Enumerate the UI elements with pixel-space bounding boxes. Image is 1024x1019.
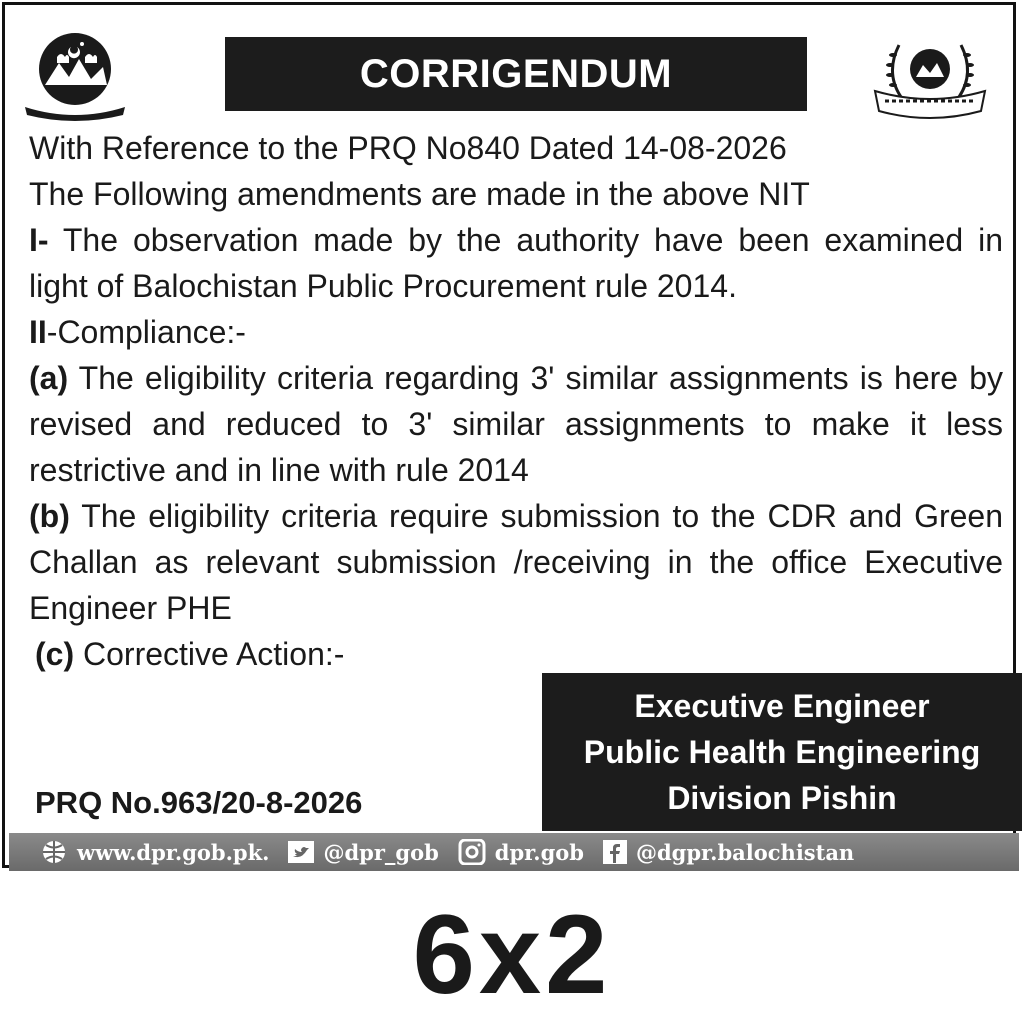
item-b-text: The eligibility criteria require submission to the CDR and Green Challan as relevant submission /receiving in the office Executive Engineer PHE bbox=[29, 498, 1003, 626]
ad-size-label: 6x2 bbox=[412, 892, 612, 1017]
item-a-text: The eligibility criteria regarding 3' similar assignments is here by revised and reduced to 3' similar assignments to make it less restrictive and in line with rule 2014 bbox=[29, 360, 1003, 488]
footer-bar bbox=[9, 833, 1019, 871]
item-a bbox=[29, 355, 1003, 493]
item-c bbox=[29, 631, 1003, 677]
dgpr-seal-logo bbox=[871, 27, 989, 123]
item-b-label: (b) bbox=[29, 498, 70, 534]
footer-instagram[interactable] bbox=[457, 839, 584, 865]
signature-division: Division Pishin bbox=[667, 780, 897, 816]
item-1-label: I- bbox=[29, 222, 49, 258]
item-a-label: (a) bbox=[29, 360, 69, 396]
item-2 bbox=[29, 309, 1003, 355]
facebook-handle: @dgpr.balochistan bbox=[636, 839, 855, 865]
twitter-icon bbox=[287, 840, 315, 864]
instagram-icon bbox=[457, 839, 487, 865]
notice-body bbox=[29, 125, 1003, 677]
signature-block bbox=[542, 673, 1022, 831]
amendments-line: The Following amendments are made in the above NIT bbox=[29, 176, 810, 212]
website-text: www.dpr.gob.pk. bbox=[77, 839, 270, 865]
item-c-label: (c) bbox=[35, 636, 75, 672]
item-1 bbox=[29, 217, 1003, 309]
footer-website[interactable] bbox=[39, 839, 269, 865]
item-2-text: -Compliance:- bbox=[46, 314, 246, 350]
balochistan-government-logo bbox=[19, 27, 131, 123]
instagram-handle: dpr.gob bbox=[494, 839, 584, 865]
prq-number: PRQ No.963/20-8-2026 bbox=[35, 785, 363, 820]
footer-facebook[interactable] bbox=[602, 839, 854, 865]
item-b bbox=[29, 493, 1003, 631]
facebook-icon bbox=[602, 839, 628, 865]
reference-line: With Reference to the PRQ No840 Dated 14-08-2026 bbox=[29, 130, 787, 166]
twitter-handle: @dpr_gob bbox=[323, 839, 439, 865]
advertisement-frame bbox=[2, 2, 1016, 868]
corrigendum-title: CORRIGENDUM bbox=[225, 37, 807, 111]
footer-twitter[interactable] bbox=[287, 840, 438, 865]
item-c-text: Corrective Action:- bbox=[74, 636, 345, 672]
signature-designation: Executive Engineer bbox=[634, 688, 930, 724]
globe-icon bbox=[39, 839, 69, 865]
item-1-text: The observation made by the authority have been examined in light of Balochistan Public Procurement rule 2014. bbox=[29, 222, 1003, 304]
signature-department: Public Health Engineering bbox=[583, 734, 981, 770]
item-2-label: II bbox=[29, 314, 47, 350]
